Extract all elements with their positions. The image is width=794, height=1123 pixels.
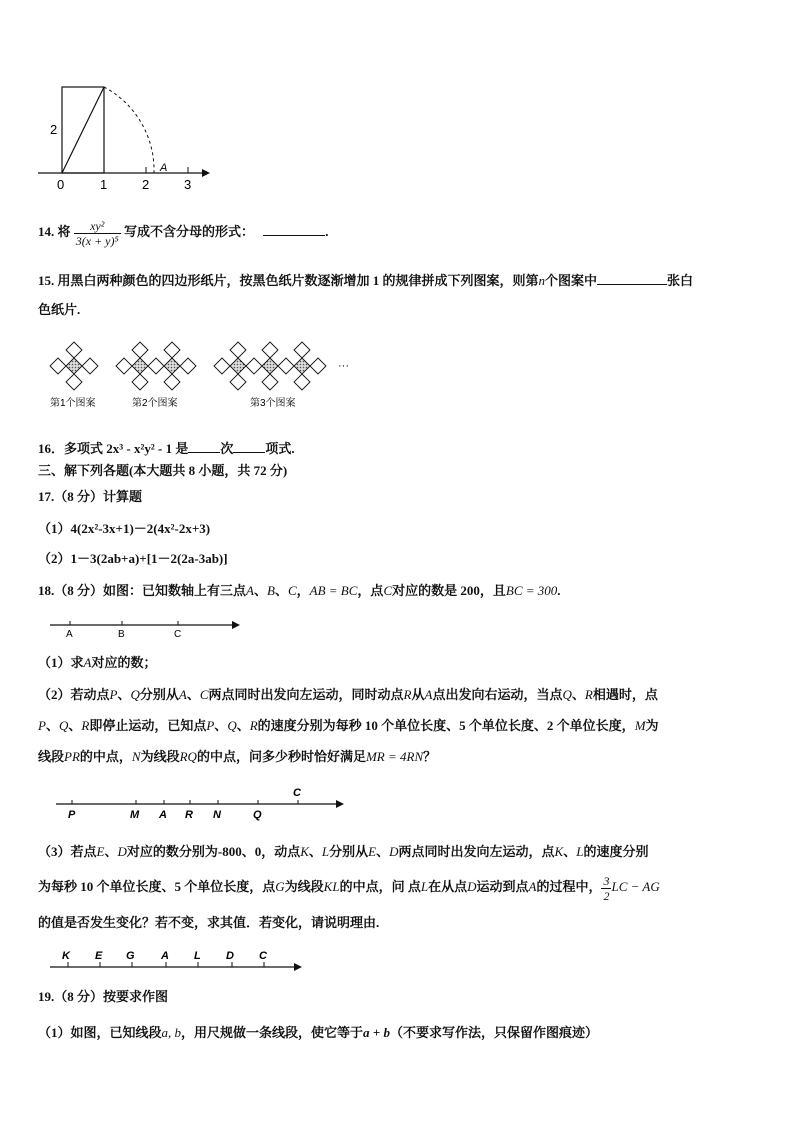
q18-p2-text: 为 <box>645 718 659 733</box>
section-3-title: 三、解下列各题(本大题共 8 小题，共 72 分) <box>38 463 288 478</box>
axis2-label-n: N <box>213 809 221 821</box>
q18-part-3-line3: 的值是否发生变化？若不变，求其值．若变化，请说明理由. <box>38 915 380 930</box>
q19-vars-ab: a, b <box>161 1025 182 1040</box>
tick-label-0: 0 <box>57 177 65 192</box>
q18-var-r: R <box>584 687 593 702</box>
q18-sep: 、 <box>214 718 228 733</box>
question-16 <box>38 438 295 458</box>
q19-sum-ab: a + b <box>363 1025 390 1040</box>
q18-var-c: C <box>199 687 209 702</box>
q18-p2-text: ？ <box>423 749 437 764</box>
q18-var-g: G <box>275 879 285 894</box>
axis2-label-p: P <box>68 809 76 821</box>
pattern-caption-2: 第2个图案 <box>132 398 178 409</box>
tick-label-3: 3 <box>184 177 192 192</box>
pattern-3 <box>214 342 326 390</box>
q14-fraction-denominator: 3(x + y)⁵ <box>75 233 119 248</box>
q18-var-d: D <box>389 844 399 859</box>
q18-var-a: A <box>83 655 92 670</box>
axis2-label-q: Q <box>253 809 262 821</box>
figure-rectangle-number-line <box>30 78 220 196</box>
question-15-line1 <box>38 270 693 290</box>
q18-sep: 、 <box>68 718 82 733</box>
q18-p3-text: 两点同时出发向左运动，点 <box>398 844 555 859</box>
q17-part-1: （1）4(2x²-3x+1)－2(4x²-2x+3) <box>38 521 211 536</box>
q18-sep: 、 <box>571 687 585 702</box>
q19-title: 19.（8 分）按要求作图 <box>38 989 169 1004</box>
q18-p1-b: 对应的数； <box>91 655 157 670</box>
q14-number: 14. <box>38 224 55 239</box>
q18-p3-text: 运动到点 <box>476 879 529 894</box>
q18-sep: 、 <box>45 718 59 733</box>
q18-eq-ab-bc: AB = BC <box>309 583 358 598</box>
axis1-label-a: A <box>66 629 73 640</box>
q18-var-e: E <box>368 844 377 859</box>
q18-p3-text: （3）若点 <box>38 844 97 859</box>
q18-var-p: P <box>206 718 215 733</box>
q18-p3-text: 的速度分别 <box>583 844 649 859</box>
q18-var-q: Q <box>130 687 140 702</box>
q18-sep: 、 <box>274 583 288 598</box>
q18-var-d: D <box>117 844 127 859</box>
q18-number-line-3 <box>46 945 308 975</box>
q18-var-q: Q <box>58 718 69 733</box>
q18-sep: 、 <box>308 844 322 859</box>
q18-var-b: B <box>266 583 275 598</box>
q18-fraction-3-2 <box>601 874 611 903</box>
q19-p1-c: （不要求写作法，只保留作图痕迹） <box>389 1025 598 1040</box>
q15-number: 15. <box>38 273 55 288</box>
q18-p3-text: 在从点 <box>428 879 468 894</box>
tick-label-1: 1 <box>100 177 108 192</box>
q18-p3-text: 分别从 <box>329 844 369 859</box>
q18-sep: 、 <box>236 718 250 733</box>
axis2-label-c: C <box>293 787 301 799</box>
axis3-label-c: C <box>259 950 267 962</box>
q18-sep: 、 <box>117 687 131 702</box>
q14-fraction <box>74 219 121 248</box>
q18-seg-pr: PR <box>64 749 80 764</box>
q18-eq-bc: BC = 300 <box>505 583 558 598</box>
axis1-label-c: C <box>174 629 182 640</box>
q19-p1-a: （1）如图，已知线段 <box>38 1025 162 1040</box>
q15-patterns <box>44 336 364 410</box>
q18-var-l: L <box>420 879 429 894</box>
tick-label-2: 2 <box>142 177 150 192</box>
q18-eq-mr-rn: MR = 4RN <box>365 749 424 764</box>
q18-p2-text: 即停止运动，已知点 <box>89 718 207 733</box>
q18-var-q: Q <box>562 687 572 702</box>
axis3-label-g: G <box>126 950 135 962</box>
pattern-caption-1: 第1个图案 <box>50 398 96 409</box>
q18-number-line-2 <box>52 784 352 824</box>
q18-var-l: L <box>321 844 330 859</box>
q14-post: 写成不含分母的形式： <box>123 224 254 239</box>
q16-text-a: 16．多项式 2x³ - x²y² - 1 是 <box>38 441 189 456</box>
q18-part-2-line3 <box>38 748 436 766</box>
q18-frac-den: 2 <box>603 888 610 903</box>
q18-part-1 <box>38 654 156 672</box>
q18-p2-text: （2）若动点 <box>38 687 110 702</box>
q16-blank-terms[interactable] <box>233 438 265 453</box>
q18-p2-text: 的中点，问多少秒时恰好满足 <box>196 749 366 764</box>
q18-sep: 、 <box>376 844 390 859</box>
q18-var-m: M <box>634 718 646 733</box>
axis3-label-e: E <box>95 950 103 962</box>
q18-p2-text: 为线段 <box>140 749 180 764</box>
q18-frac-num: 3 <box>603 873 610 888</box>
q18-seg-kl: KL <box>323 879 340 894</box>
pattern-caption-3: 第3个图案 <box>250 398 296 409</box>
q18-var-a: A <box>178 687 187 702</box>
q18-p2-text: 分别从 <box>139 687 179 702</box>
rectangle-diagonal <box>62 87 104 173</box>
q18-p2-text: 的速度分别为每秒 10 个单位长度、5 个单位长度、2 个单位长度， <box>257 718 635 733</box>
pattern-1 <box>50 342 98 390</box>
q14-pre: 将 <box>57 224 71 239</box>
q15-text-c: 张白 <box>667 273 694 288</box>
q18-var-p: P <box>38 718 46 733</box>
q18-expr-lc-ag: LC − AG <box>611 879 660 894</box>
q18-part-3-line2 <box>38 872 660 903</box>
q18-part-2-line1 <box>38 686 658 704</box>
q18-var-r: R <box>81 718 90 733</box>
q18-seg-rq: RQ <box>179 749 197 764</box>
q16-text-b: 次 <box>220 441 234 456</box>
q18-var-l: L <box>576 844 584 859</box>
q18-var-d: D <box>467 879 477 894</box>
q18-var-r: R <box>249 718 258 733</box>
q14-answer-blank[interactable] <box>263 221 325 236</box>
q16-blank-degree[interactable] <box>188 438 220 453</box>
q18-var-c: C <box>383 583 393 598</box>
q18-part-3-line1 <box>38 843 648 861</box>
q18-var-a: A <box>246 583 254 598</box>
q14-fraction-numerator: xy² <box>74 219 121 234</box>
q16-text-c: 项式. <box>265 441 295 456</box>
q18-p2-text: 相遇时，点 <box>592 687 658 702</box>
q18-title-a: 18.（8 分）如图：已知数轴上有三点 <box>38 583 247 598</box>
pattern-ellipsis: ··· <box>338 360 349 372</box>
axis3-label-a: A <box>161 950 169 962</box>
side-length-label: 2 <box>50 122 58 137</box>
axis3-label-k: K <box>62 950 70 962</box>
q18-sep: 、 <box>253 583 267 598</box>
q18-sep: 、 <box>563 844 577 859</box>
pattern-2 <box>116 342 196 390</box>
q18-var-r: R <box>403 687 412 702</box>
q18-p3-text: 对应的数分别为-800、0，动点 <box>126 844 301 859</box>
q18-var-q: Q <box>227 718 237 733</box>
q18-p3-text: 的中点，问 点 <box>339 879 421 894</box>
q18-p2-text: 从 <box>411 687 425 702</box>
axis2-label-m: M <box>130 809 140 821</box>
q17-part-2: （2）1－3(2ab+a)+[1－2(2a-3ab)] <box>38 551 228 566</box>
q18-title <box>38 582 561 600</box>
q18-p2-text: 两点同时出发向左运动，同时动点 <box>208 687 404 702</box>
q18-number-line-1 <box>46 615 246 641</box>
q18-var-n: N <box>131 749 141 764</box>
q18-var-c: C <box>287 583 297 598</box>
q18-p2-text: 点出发向右运动，当点 <box>432 687 563 702</box>
q19-part-1 <box>38 1024 598 1042</box>
axis2-label-a: A <box>159 809 167 821</box>
axis1-label-b: B <box>118 629 125 640</box>
q18-p2-text: 线段 <box>38 749 65 764</box>
q18-var-e: E <box>96 844 105 859</box>
q18-sep: ， <box>296 583 310 598</box>
axis2-label-r: R <box>185 809 193 821</box>
q17-title: 17.（8 分）计算题 <box>38 489 143 504</box>
q18-var-k: K <box>300 844 309 859</box>
q18-sep: 、 <box>186 687 200 702</box>
point-a-label: A <box>160 162 168 174</box>
axis3-label-l: L <box>194 950 201 962</box>
q18-var-a: A <box>528 879 537 894</box>
q18-part-2-line2 <box>38 717 659 735</box>
q18-sep: 、 <box>104 844 118 859</box>
q15-answer-blank[interactable] <box>597 270 667 285</box>
q15-var-n: n <box>538 273 546 288</box>
q18-title-c: 对应的数是 200，且 <box>392 583 506 598</box>
q18-p3-text: 的过程中， <box>536 879 602 894</box>
q14-end: . <box>325 224 329 239</box>
question-14 <box>38 218 328 248</box>
q18-title-d: . <box>557 583 561 598</box>
axis3-label-d: D <box>226 950 234 962</box>
q18-var-k: K <box>554 844 564 859</box>
axis-arrow <box>202 169 210 177</box>
q18-var-p: P <box>109 687 118 702</box>
q18-p2-text: 的中点， <box>79 749 132 764</box>
q18-var-a: A <box>424 687 433 702</box>
q18-title-b: ，点 <box>357 583 384 598</box>
q18-p3-text: 为线段 <box>284 879 324 894</box>
q15-line2: 色纸片. <box>38 302 81 317</box>
q15-text-b: 个图案中 <box>545 273 598 288</box>
q15-text-a: 用黑白两种颜色的四边形纸片，按黑色纸片数逐渐增加 1 的规律拼成下列图案，则第 <box>57 273 539 288</box>
q18-p3-text: 为每秒 10 个单位长度、5 个单位长度，点 <box>38 879 276 894</box>
q18-p1-a: （1）求 <box>38 655 84 670</box>
arc-dashed <box>104 87 154 173</box>
q19-p1-b: ，用尺规做一条线段，使它等于 <box>181 1025 364 1040</box>
